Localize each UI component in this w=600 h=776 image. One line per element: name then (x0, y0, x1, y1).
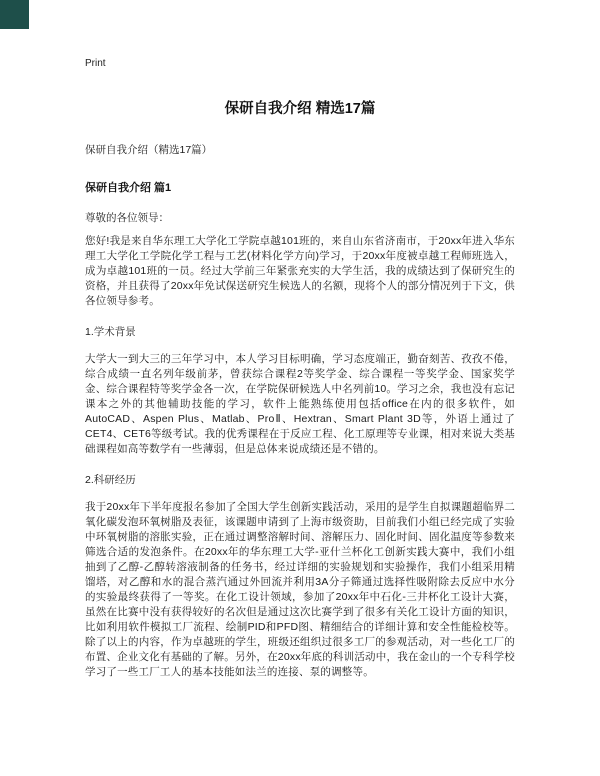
section-body-academic: 大学大一到大三的三年学习中，本人学习目标明确，学习态度端正，勤奋刻苦、孜孜不倦，综合成绩一直名列年级前茅，曾获综合课程2等奖学金、综合课程一等奖学金、国家奖学金、综合课程特等奖学金各一次，在学院保研候选人中名列前10。学习之余，我也没有忘记课本之外的其他辅助技能的学习，软件上能熟练使用包括office在内的很多软件，如AutoCAD、Aspen Plus、Matlab、ProⅡ、Hextran、Smart Plant 3D等，外语上通过了CET4、CET6等级考试。我的优秀课程在于反应工程、化工原理等专业课，相对来说大类基础课程如高等数学有一些薄弱，但是总体来说成绩还是不错的。 (85, 353, 515, 455)
corner-decoration (0, 0, 29, 29)
document-subtitle: 保研自我介绍（精选17篇） (85, 144, 213, 156)
print-button[interactable]: Print (85, 58, 106, 69)
article-heading: 保研自我介绍 篇1 (85, 182, 172, 194)
section-heading-research: 2.科研经历 (85, 474, 136, 486)
document-content (85, 0, 515, 680)
section-body-research: 我于20xx年下半年度报名参加了全国大学生创新实践活动，采用的是学生自拟课题超临界二氧化碳发泡环氧树脂及表征，该课题申请到了上海市级资助，目前我们小组已经完成了实验中环氧树脂的溶胀实验，正在通过调整溶解时间、溶解压力、固化时间、固化温度等参数来筛选合适的发泡条件。在20xx年的华东理工大学-亚什兰杯化工创新实践大赛中，我们小组抽到了乙醇-乙醇转溶液制备的任务书，经过详细的实验规划和实验操作，我们小组采用精馏塔，对乙醇和水的混合蒸汽通过外回流并利用3A分子筛通过选择性吸附除去反应中水分的实验最终获得了一等奖。在化工设计领域，参加了20xx年中石化-三井杯化工设计大赛，虽然在比赛中没有获得较好的名次但是通过这次比赛学到了很多有关化工设计方面的知识，比如利用软件模拟工厂流程、绘制PID和PFD图、精细结合的详细计算和安全性能检校等。除了以上的内容，作为卓越班的学生，班级还组织过很多工厂的参观活动，对一些化工厂的布置、企业文化有基础的了解。另外，在20xx年底的科训活动中，我在金山的一个专科学校学习了一些工厂工人的基本技能如法兰的连接、泵的调整等。 (85, 501, 515, 678)
greeting-line: 尊敬的各位领导： (85, 212, 169, 224)
section-heading-academic: 1.学术背景 (85, 326, 136, 338)
page-title: 保研自我介绍 精选17篇 (224, 101, 376, 117)
intro-paragraph: 您好!我是来自华东理工大学化工学院卓越101班的，来自山东省济南市，于20xx年进入华东理工大学化工学院化学工程与工艺(材料化学方向)学习，于20xx年度被卓越工程师班选入，成为卓越101班的一员。经过大学前三年紧张充实的大学生活，我的成绩达到了保研究生的资格，并且获得了20xx年免试保送研究生候选人的名额，现将个人的部分情况列于下文，供各位领导参考。 (85, 235, 515, 307)
